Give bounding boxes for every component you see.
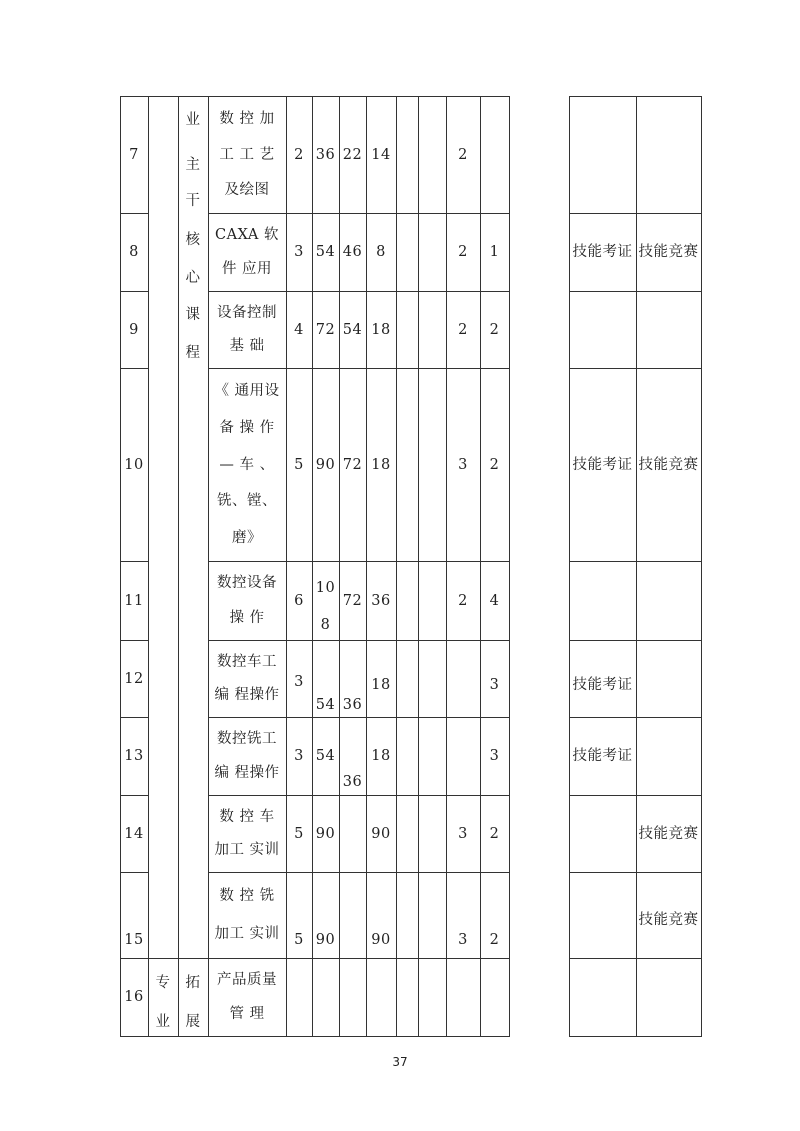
- course-name-line: 数控车工: [217, 653, 277, 670]
- course-name-line: 数 控 车: [219, 808, 275, 825]
- semester-hours-value: 3: [489, 748, 500, 764]
- course-name-line: 加工 实训: [214, 842, 280, 859]
- table-rule: [208, 795, 510, 796]
- table-rule: [446, 96, 447, 1037]
- theory-hours-value: 54: [342, 321, 363, 338]
- table-rule: [120, 368, 149, 369]
- row-number: 12: [124, 670, 144, 687]
- total-hours-value: 90: [315, 932, 336, 948]
- table-rule: [208, 96, 209, 1037]
- theory-hours-value: 36: [342, 774, 363, 790]
- row-number: 11: [124, 592, 144, 609]
- theory-hours-value: 72: [342, 456, 363, 473]
- semester-hours-value: 2: [489, 932, 500, 948]
- table-rule: [120, 291, 149, 292]
- row-number: 10: [124, 456, 144, 473]
- table-rule: [120, 795, 149, 796]
- table-rule: [509, 96, 510, 1037]
- table-rule: [312, 96, 313, 1037]
- category-label-char: 核: [185, 232, 201, 248]
- course-name-line: 工 工 艺: [219, 146, 275, 163]
- category-label-char: 拓: [185, 975, 201, 991]
- table-rule: [339, 96, 340, 1037]
- course-name-line: CAXA 软: [215, 227, 279, 243]
- row-number: 13: [124, 748, 144, 764]
- course-name-line: — 车 、: [219, 456, 275, 473]
- row-number: 7: [129, 146, 139, 163]
- category-label-char: 心: [185, 270, 201, 286]
- credit-value: 2: [294, 146, 304, 163]
- table-rule: [208, 368, 510, 369]
- page-number: 37: [392, 1055, 408, 1069]
- semester-hours-value: 2: [458, 321, 468, 338]
- total-hours-value: 90: [315, 456, 336, 473]
- semester-hours-value: 2: [489, 321, 500, 338]
- semester-hours-value: 1: [489, 244, 500, 260]
- table-rule: [208, 872, 510, 873]
- semester-hours-value: 3: [458, 825, 468, 842]
- practice-hours-value: 36: [371, 592, 391, 609]
- course-name-line: 数控设备: [217, 575, 277, 592]
- theory-hours-value: 46: [342, 244, 363, 260]
- competition-note: 技能竞赛: [638, 456, 699, 473]
- course-name-line: 加工 实训: [214, 926, 280, 942]
- table-rule: [701, 96, 702, 1037]
- course-name-line: 《 通用设: [214, 383, 280, 400]
- table-rule: [178, 96, 179, 1037]
- certificate-note: 技能考证: [572, 244, 633, 260]
- credit-value: 6: [294, 592, 304, 609]
- category-label-char: 业: [155, 1014, 171, 1030]
- table-rule: [480, 96, 481, 1037]
- table-rule: [418, 96, 419, 1037]
- table-rule: [636, 96, 637, 1037]
- table-rule: [208, 561, 510, 562]
- table-rule: [120, 96, 121, 1037]
- category-label-char: 业: [185, 112, 201, 128]
- table-rule: [148, 96, 149, 1037]
- practice-hours-value: 18: [371, 321, 391, 338]
- practice-hours-value: 14: [371, 146, 391, 163]
- semester-hours-value: 3: [489, 677, 500, 693]
- table-rule: [120, 213, 149, 214]
- total-hours-value: 54: [315, 748, 336, 764]
- table-rule: [366, 96, 367, 1037]
- semester-hours-value: 2: [489, 456, 500, 473]
- course-name-line: 及绘图: [224, 182, 270, 199]
- row-number: 15: [124, 932, 144, 948]
- course-name-line: 产品质量: [217, 972, 277, 988]
- category-label-char: 课: [185, 307, 201, 323]
- course-name-line: 管 理: [229, 1006, 265, 1022]
- credit-value: 5: [294, 456, 304, 473]
- semester-hours-value: 3: [458, 456, 468, 473]
- competition-note: 技能竞赛: [638, 825, 699, 842]
- course-name-line: 数控铣工: [217, 731, 277, 747]
- table-rule: [569, 96, 570, 1037]
- certificate-note: 技能考证: [572, 456, 633, 473]
- semester-hours-value: 3: [458, 932, 468, 948]
- practice-hours-value: 8: [376, 244, 386, 260]
- competition-note: 技能竞赛: [638, 912, 699, 928]
- course-name-line: 铣、镗、: [217, 493, 277, 510]
- total-hours-value: 36: [315, 146, 336, 163]
- category-label-char: 专: [155, 975, 171, 991]
- course-name-line: 备 操 作: [219, 419, 275, 436]
- row-number: 9: [129, 321, 139, 338]
- semester-hours-value: 2: [458, 592, 468, 609]
- credit-value: 4: [294, 321, 304, 338]
- credit-value: 3: [294, 674, 304, 690]
- course-name-line: 磨》: [232, 529, 262, 546]
- table-rule: [120, 561, 149, 562]
- row-number: 16: [124, 989, 144, 1005]
- table-rule: [396, 96, 397, 1037]
- theory-hours-value: 72: [342, 592, 363, 609]
- semester-hours-value: 4: [489, 592, 500, 609]
- category-label-char: 展: [185, 1014, 201, 1030]
- total-hours-value: 54: [315, 697, 336, 713]
- theory-hours-value: 22: [342, 146, 363, 163]
- total-hours-value: 10: [315, 580, 336, 596]
- category-label-char: 主: [185, 157, 201, 173]
- course-name-line: 基 础: [229, 338, 265, 355]
- semester-hours-value: 2: [489, 825, 500, 842]
- credit-value: 5: [294, 932, 304, 948]
- certificate-note: 技能考证: [572, 677, 633, 693]
- total-hours-value: 8: [320, 617, 331, 633]
- category-label-char: 干: [185, 193, 201, 209]
- table-rule: [208, 640, 510, 641]
- course-name-line: 数 控 加: [219, 110, 275, 127]
- theory-hours-value: 36: [342, 697, 363, 713]
- semester-hours-value: 2: [458, 244, 468, 260]
- credit-value: 3: [294, 748, 304, 764]
- course-name-line: 设备控制: [217, 304, 277, 321]
- category-label-char: 程: [185, 345, 201, 361]
- credit-value: 3: [294, 244, 304, 260]
- semester-hours-value: 2: [458, 146, 468, 163]
- table-rule: [120, 717, 149, 718]
- certificate-note: 技能考证: [572, 748, 633, 764]
- practice-hours-value: 90: [371, 932, 391, 948]
- table-rule: [120, 872, 149, 873]
- table-rule: [120, 640, 149, 641]
- practice-hours-value: 90: [371, 825, 391, 842]
- total-hours-value: 90: [315, 825, 336, 842]
- table-rule: [208, 291, 510, 292]
- course-name-line: 数 控 铣: [219, 888, 275, 904]
- total-hours-value: 72: [315, 321, 336, 338]
- table-rule: [208, 717, 510, 718]
- course-name-line: 编 程操作: [214, 687, 280, 704]
- table-rule: [208, 213, 510, 214]
- row-number: 14: [124, 825, 144, 842]
- course-name-line: 件 应用: [221, 261, 273, 277]
- row-number: 8: [129, 244, 139, 260]
- course-name-line: 操 作: [229, 609, 265, 626]
- table-rule: [286, 96, 287, 1037]
- total-hours-value: 54: [315, 244, 336, 260]
- practice-hours-value: 18: [371, 456, 391, 473]
- competition-note: 技能竞赛: [638, 244, 699, 260]
- practice-hours-value: 18: [371, 748, 391, 764]
- practice-hours-value: 18: [371, 677, 391, 693]
- course-name-line: 编 程操作: [214, 765, 280, 781]
- credit-value: 5: [294, 825, 304, 842]
